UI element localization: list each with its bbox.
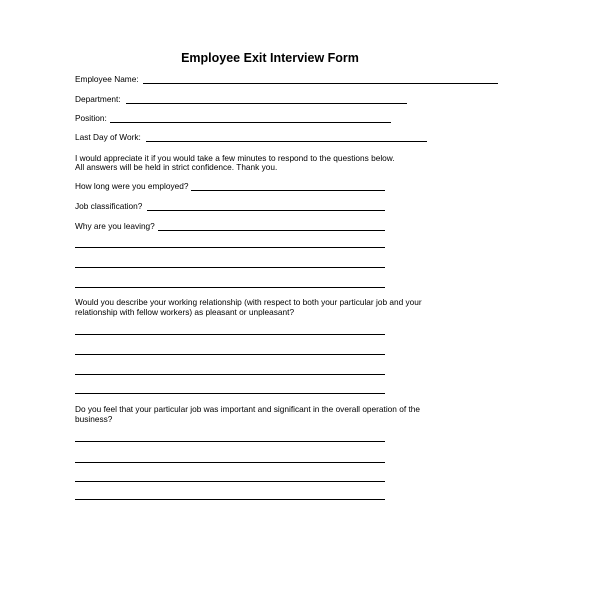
job-classification-field[interactable]	[75, 201, 142, 212]
answer-line[interactable]	[75, 334, 385, 335]
position-field[interactable]	[75, 113, 107, 124]
position-line[interactable]	[110, 122, 391, 123]
importance-question-line-2: business?	[75, 414, 113, 424]
employee-name-field[interactable]	[75, 74, 139, 85]
answer-line[interactable]	[75, 499, 385, 500]
answer-line[interactable]	[75, 354, 385, 355]
answer-line[interactable]	[75, 374, 385, 375]
position-label: Position:	[75, 113, 107, 123]
employee-name-label: Employee Name:	[75, 74, 139, 84]
answer-line[interactable]	[75, 267, 385, 268]
last-day-label: Last Day of Work:	[75, 132, 141, 142]
importance-question-line-1: Do you feel that your particular job was important and significant in the overall operation of the	[75, 404, 420, 414]
relationship-question-line-1: Would you describe your working relationship (with respect to both your particular job and your	[75, 297, 422, 307]
job-classification-label: Job classification?	[75, 201, 143, 211]
reason-leaving-line[interactable]	[158, 230, 385, 231]
form-title: Employee Exit Interview Form	[181, 51, 359, 65]
department-label: Department:	[75, 94, 121, 104]
employed-duration-label: How long were you employed?	[75, 181, 189, 191]
answer-line[interactable]	[75, 481, 385, 482]
answer-line[interactable]	[75, 462, 385, 463]
job-classification-line[interactable]	[147, 210, 385, 211]
reason-leaving-field[interactable]	[75, 221, 155, 232]
answer-line[interactable]	[75, 441, 385, 442]
employee-name-line[interactable]	[143, 83, 498, 84]
reason-leaving-label: Why are you leaving?	[75, 221, 155, 231]
last-day-field[interactable]	[75, 132, 141, 143]
answer-line[interactable]	[75, 393, 385, 394]
relationship-question-line-2: relationship with fellow workers) as pleasant or unpleasant?	[75, 307, 295, 317]
intro-text-line-1: I would appreciate it if you would take a few minutes to respond to the questions below.	[75, 153, 395, 163]
last-day-line[interactable]	[146, 141, 427, 142]
intro-text-line-2: All answers will be held in strict confidence. Thank you.	[75, 162, 278, 172]
department-field[interactable]	[75, 94, 121, 105]
employed-duration-field[interactable]	[75, 181, 188, 192]
answer-line[interactable]	[75, 247, 385, 248]
department-line[interactable]	[126, 103, 407, 104]
answer-line[interactable]	[75, 287, 385, 288]
employed-duration-line[interactable]	[191, 190, 385, 191]
